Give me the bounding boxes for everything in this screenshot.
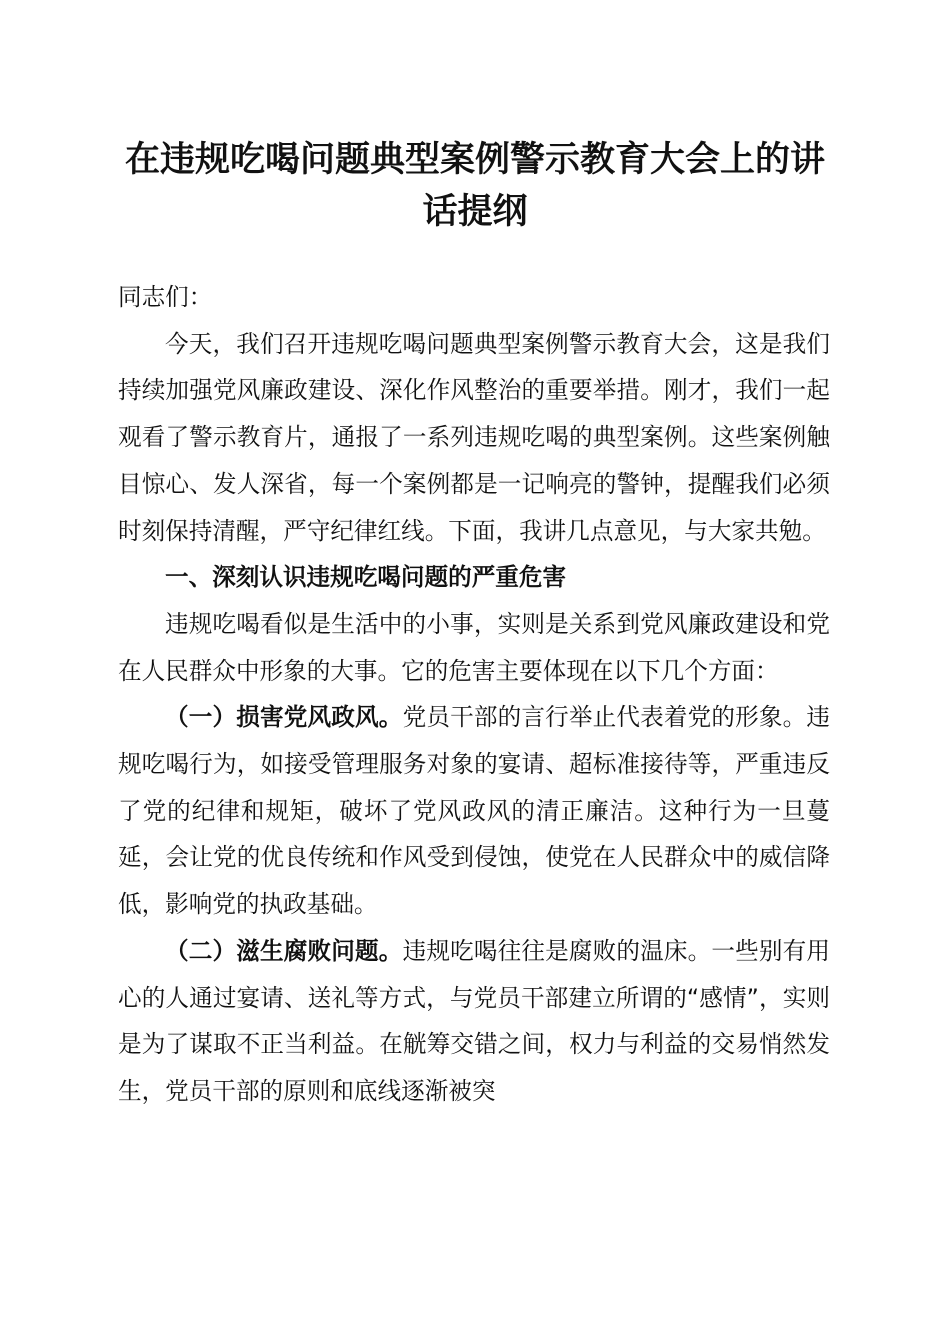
subsection-label-2: （二）滋生腐败问题。 xyxy=(165,936,403,965)
intro-paragraph: 今天，我们召开违规吃喝问题典型案例警示教育大会，这是我们持续加强党风廉政建设、深化作风整治的重要举措。刚才，我们一起观看了警示教育片，通报了一系列违规吃喝的典型案例。这些案例触目惊心、发人深省，每一个案例都是一记响亮的警钟，提醒我们必须时刻保持清醒，严守纪律红线。下面，我讲几点意见，与大家共勉。 xyxy=(118,329,830,545)
salutation: 同志们： xyxy=(118,283,213,311)
subsection-label-1: （一）损害党风政风。 xyxy=(165,703,403,732)
document-body xyxy=(118,274,830,1115)
subsection-paragraph-2 xyxy=(118,928,830,1115)
section-lead-paragraph: 违规吃喝看似是生活中的小事，实则是关系到党风廉政建设和党在人民群众中形象的大事。它的危害主要体现在以下几个方面： xyxy=(118,609,830,685)
subsection-text-1: 党员干部的言行举止代表着党的形象。违规吃喝行为，如接受管理服务对象的宴请、超标准接待等，严重违反了党的纪律和规矩，破坏了党风政风的清正廉洁。这种行为一旦蔓延，会让党的优良传统和作风受到侵蚀，使党在人民群众中的威信降低，影响党的执政基础。 xyxy=(118,703,831,919)
subsection-text-2: 违规吃喝往往是腐败的温床。一些别有用心的人通过宴请、送礼等方式，与党员干部建立所谓的“感情”，实则是为了谋取不正当利益。在觥筹交错之间，权力与利益的交易悄然发生，党员干部的原则和底线逐渐被突 xyxy=(118,936,831,1105)
document-title: 在违规吃喝问题典型案例警示教育大会上的讲话提纲 xyxy=(124,139,825,232)
subsection-paragraph-1 xyxy=(118,694,830,928)
section-heading-1: 一、深刻认识违规吃喝问题的严重危害 xyxy=(165,563,567,592)
